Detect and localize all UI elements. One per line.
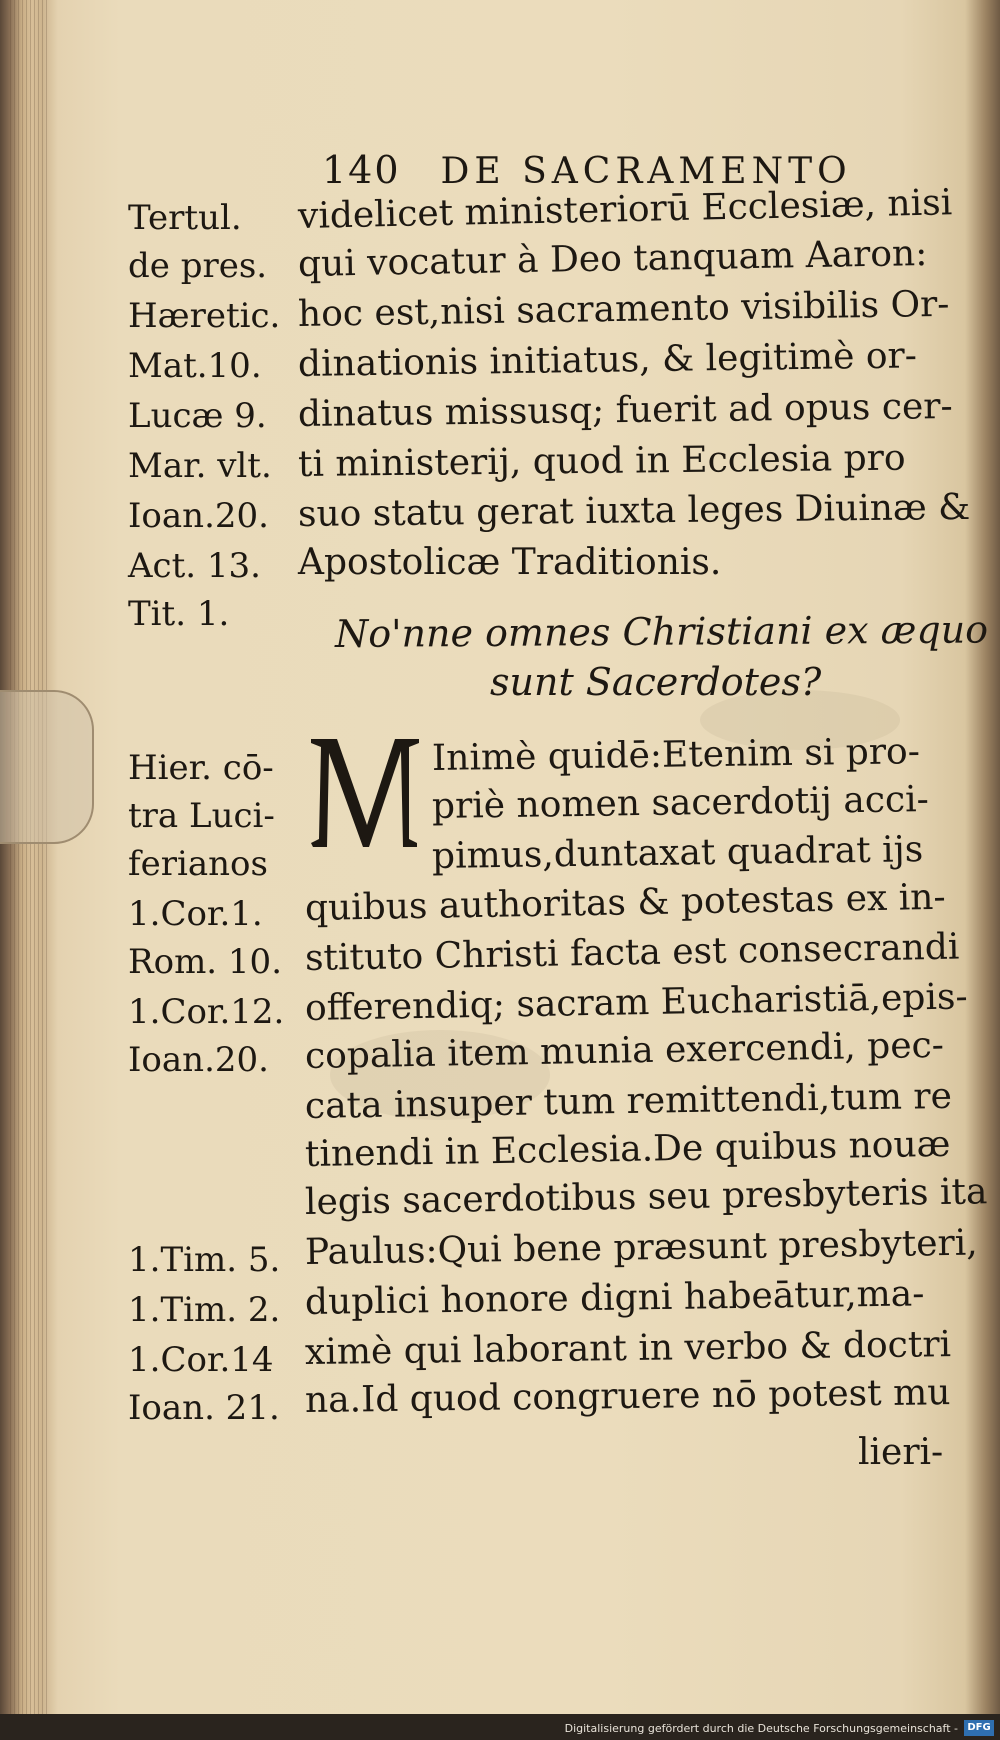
drop-cap-initial: [305, 735, 425, 853]
margin-note: 1.Cor.1.: [128, 894, 263, 934]
text-line: stituto Christi facta est consecrandi: [304, 926, 960, 979]
margin-note: 1.Cor.14: [128, 1340, 274, 1380]
drop-cap-glyph: [305, 735, 425, 853]
margin-note: Hæretic.: [128, 296, 281, 336]
margin-note: Mar. vlt.: [128, 446, 272, 486]
margin-note: de pres.: [128, 246, 268, 286]
margin-note: Ioan. 21.: [128, 1388, 280, 1428]
margin-note: Rom. 10.: [128, 942, 282, 982]
question-heading: No'nne omnes Christiani ex æquo: [334, 607, 989, 656]
text-line: duplici honore digni habeātur,ma-: [304, 1273, 925, 1323]
text-line: Paulus:Qui bene præsunt presbyteri,: [304, 1222, 978, 1273]
margin-note: Tit. 1.: [128, 594, 230, 634]
text-line: legis sacerdotibus seu presbyteris ita: [304, 1171, 988, 1223]
margin-note: Act. 13.: [128, 546, 261, 586]
text-line: offerendiq; sacram Eucharistiā,epis-: [304, 976, 968, 1029]
text-line: dinatus missusq; fuerit ad opus cer-: [297, 386, 953, 435]
text-line: tinendi in Ecclesia.De quibus nouæ: [304, 1123, 951, 1175]
bookmark-tab: [0, 690, 94, 844]
margin-note: Hier. cō-: [128, 748, 274, 788]
text-line: priè nomen sacerdotij acci-: [431, 779, 930, 827]
text-line: pimus,duntaxat quadrat ijs: [431, 829, 924, 877]
dfg-logo: DFG: [964, 1720, 994, 1736]
text-line: hoc est,nisi sacramento visibilis Or-: [297, 283, 950, 335]
text-line: ximè qui laborant in verbo & doctri: [304, 1324, 952, 1373]
margin-note: 1.Tim. 2.: [128, 1290, 281, 1330]
margin-note: tra Luci-: [128, 796, 275, 836]
text-line: lieri-: [858, 1432, 944, 1473]
text-line: qui vocatur à Deo tanquam Aaron:: [297, 233, 928, 285]
margin-note: 1.Cor.12.: [128, 992, 285, 1032]
text-line: suo statu gerat iuxta leges Diuinæ &: [297, 486, 971, 535]
text-line: na.Id quod congruere nō potest mu: [304, 1372, 951, 1421]
running-title: DE SACRAMENTO: [440, 151, 852, 192]
page-edges: [10, 0, 50, 1740]
margin-note: 1.Tim. 5.: [128, 1240, 281, 1280]
text-line: videlicet ministeriorū Ecclesiæ, nisi: [297, 182, 953, 237]
digitization-credit: Digitalisierung gefördert durch die Deutsche Forschungsgemeinschaft -: [564, 1722, 958, 1735]
margin-note: Tertul.: [128, 198, 242, 238]
text-line: quibus authoritas & potestas ex in-: [304, 876, 946, 929]
text-line: dinationis initiatus, & legitimè or-: [297, 335, 918, 385]
margin-note: Ioan.20.: [128, 1040, 269, 1080]
margin-note: Ioan.20.: [128, 496, 269, 536]
text-line: cata insuper tum remittendi,tum re: [304, 1075, 953, 1127]
text-line: Inimè quidē:Etenim si pro-: [431, 731, 921, 779]
text-line: Apostolicæ Traditionis.: [298, 542, 722, 583]
margin-note: ferianos: [128, 844, 268, 884]
margin-note: Mat.10.: [128, 346, 262, 386]
margin-note: Lucæ 9.: [128, 396, 267, 436]
page-number: 140: [322, 148, 401, 192]
text-line: ti ministerij, quod in Ecclesia pro: [297, 437, 906, 485]
text-line: copalia item munia exercendi, pec-: [304, 1024, 945, 1077]
question-heading: sunt Sacerdotes?: [490, 660, 822, 704]
